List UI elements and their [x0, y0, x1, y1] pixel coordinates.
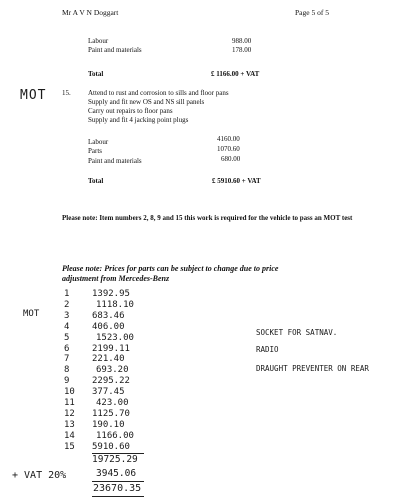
handwritten-grand-total: 23670.35 [93, 483, 142, 494]
handwritten-item-number: 5 [64, 332, 70, 343]
handwritten-item-amount: 221.40 [92, 354, 125, 365]
handwritten-item-number: 6 [64, 343, 70, 354]
handwritten-subtotal: 19725.29 [92, 454, 138, 465]
page-number: Page 5 of 5 [295, 8, 329, 17]
item15-paint-value: 680.00 [221, 155, 241, 163]
handwritten-item-amount: 1523.00 [96, 332, 134, 343]
handwritten-item-number: 15 [64, 441, 75, 452]
handwritten-item-amount: 1392.95 [92, 289, 130, 299]
handwritten-item-amount: 1125.70 [92, 408, 130, 419]
handwritten-item-amount: 406.00 [92, 321, 125, 332]
price-note-line-2: adjustment from Mercedes-Benz [62, 274, 170, 283]
item15-parts-label: Parts [88, 147, 102, 155]
handwritten-item-number: 11 [64, 398, 75, 408]
side-note-radio: RADIO [256, 345, 279, 354]
handwritten-item-number: 8 [64, 365, 70, 376]
handwritten-item-number: 3 [64, 310, 70, 321]
item15-line-1: Attend to rust and corrosion to sills and floor pans [88, 89, 229, 97]
handwritten-item-amount: 1166.00 [96, 430, 134, 441]
handwritten-item-amount: 1118.10 [96, 299, 134, 310]
handwritten-item-number: 13 [64, 419, 75, 430]
top-paint-value: 178.00 [232, 46, 252, 54]
handwritten-item-number: 14 [64, 430, 75, 441]
item15-labour-value: 4160.00 [217, 135, 240, 143]
handwritten-item-number: 12 [64, 408, 75, 419]
handwritten-item-amount: 5910.60 [92, 441, 130, 452]
top-total-value: £ 1166.00 + VAT [211, 70, 260, 78]
item15-line-4: Supply and fit 4 jacking point plugs [88, 116, 189, 124]
handwritten-item-number: 7 [64, 354, 70, 365]
handwritten-item-amount: 423.00 [96, 398, 129, 408]
handwritten-item-amount: 693.20 [96, 365, 129, 376]
top-labour-value: 988.00 [232, 37, 252, 45]
mot-note: Please note: Item numbers 2, 8, 9 and 15 this work is required for the vehicle to pass an MOT test [62, 214, 353, 222]
handwritten-mot-mark: MOT [23, 309, 40, 319]
handwritten-item-amount: 2199.11 [92, 343, 130, 354]
item15-labour-label: Labour [88, 138, 109, 146]
handwritten-item-number: 2 [64, 299, 70, 310]
handwritten-item-number: 10 [64, 387, 75, 398]
item15-number: 15. [62, 89, 71, 97]
side-note-draught: DRAUGHT PREVENTER ON REAR [256, 364, 369, 373]
top-paint-label: Paint and materials [88, 46, 142, 54]
top-labour-label: Labour [88, 37, 109, 45]
handwritten-item-amount: 377.45 [92, 387, 125, 398]
grand-total-line-top [92, 481, 144, 482]
handwritten-vat-label: + VAT 20% [12, 470, 67, 481]
top-total-label: Total [88, 70, 104, 78]
item15-total-label: Total [88, 177, 104, 185]
handwritten-item-number: 4 [64, 321, 70, 332]
item15-line-2: Supply and fit new OS and NS sill panels [88, 98, 205, 106]
item15-paint-label: Paint and materials [88, 157, 142, 165]
grand-total-line-bottom [92, 496, 144, 497]
side-note-satnav: SOCKET FOR SATNAV. [256, 328, 338, 337]
handwritten-item-amount: 683.46 [92, 310, 125, 321]
handwritten-item-amount: 190.10 [92, 419, 125, 430]
item15-total-value: £ 5910.60 + VAT [212, 177, 261, 185]
customer-name: Mr A V N Doggart [62, 8, 119, 17]
price-note-line-1: Please note: Prices for parts can be subject to change due to price [62, 264, 279, 273]
handwritten-vat-amount: 3945.06 [96, 468, 137, 479]
item15-line-3: Carry out repairs to floor pans [88, 107, 173, 115]
handwritten-item-number: 9 [64, 376, 70, 387]
item15-parts-value: 1070.60 [217, 145, 240, 153]
handwritten-item-number: 1 [64, 289, 70, 299]
handwritten-item-amount: 2295.22 [92, 376, 130, 387]
item15-mot-handwritten: MOT [20, 88, 47, 103]
